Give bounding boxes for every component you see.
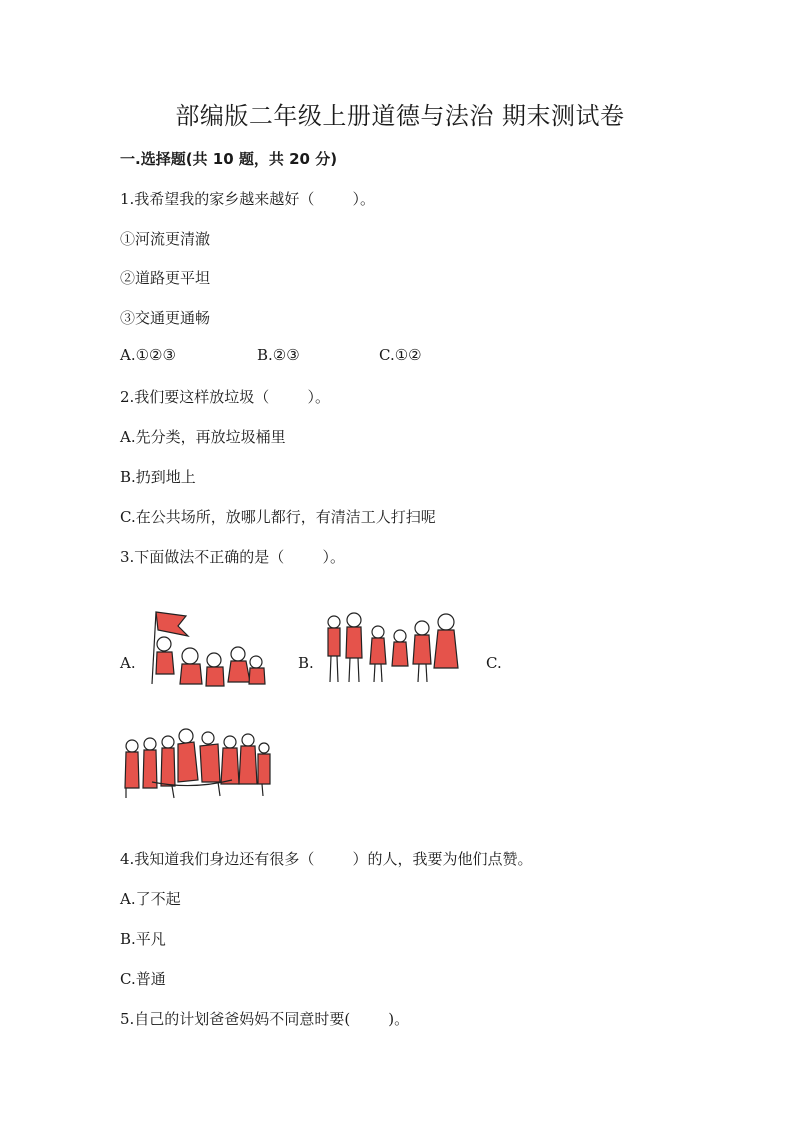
question-3-label-b: B. xyxy=(298,654,314,672)
question-1-stem: 1.我希望我的家乡越来越好（ ）。 xyxy=(120,190,375,208)
crowd-pushing-image xyxy=(122,724,272,802)
section-heading: 一.选择题(共 10 题，共 20 分) xyxy=(120,150,338,168)
question-3-stem: 3.下面做法不正确的是（ ）。 xyxy=(120,548,345,566)
question-4-option-a: A.了不起 xyxy=(120,890,181,908)
question-4-option-b: B.平凡 xyxy=(120,930,166,948)
question-1-option-c: C.①② xyxy=(379,346,422,364)
question-1-item-2: ②道路更平坦 xyxy=(120,269,211,287)
question-5-stem: 5.自己的计划爸爸妈妈不同意时要( )。 xyxy=(120,1010,410,1028)
question-2-option-a: A.先分类，再放垃圾桶里 xyxy=(120,428,286,446)
question-3-label-c: C. xyxy=(486,654,502,672)
question-1-item-1: ①河流更清澈 xyxy=(120,230,211,248)
question-4-option-c: C.普通 xyxy=(120,970,166,988)
question-2-option-c: C.在公共场所，放哪儿都行，有清洁工人打扫呢 xyxy=(120,508,436,526)
page-title: 部编版二年级上册道德与法治 期末测试卷 xyxy=(175,102,625,130)
question-3-label-a: A. xyxy=(120,654,136,672)
waiting-in-line-image xyxy=(322,608,462,688)
question-2-option-b: B.扔到地上 xyxy=(120,468,196,486)
marching-children-image xyxy=(138,604,268,694)
question-2-stem: 2.我们要这样放垃圾（ ）。 xyxy=(120,388,330,406)
question-1-option-a: A.①②③ xyxy=(120,346,176,364)
question-1-item-3: ③交通更通畅 xyxy=(120,309,211,327)
question-1-option-b: B.②③ xyxy=(257,346,300,364)
question-4-stem: 4.我知道我们身边还有很多（ ）的人，我要为他们点赞。 xyxy=(120,850,533,868)
